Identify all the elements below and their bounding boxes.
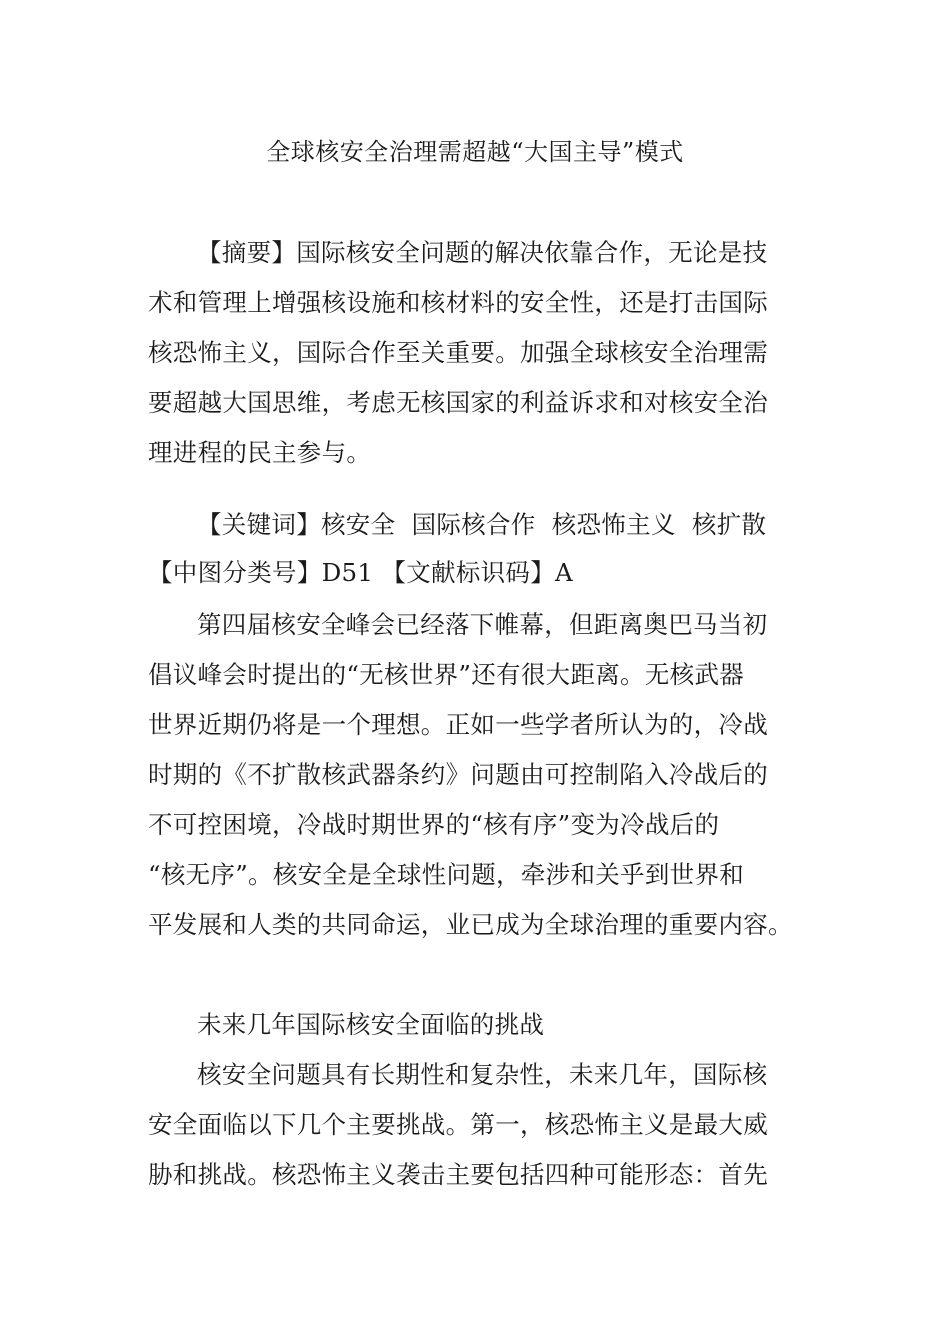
abstract-paragraph <box>148 228 793 478</box>
abstract-line: 【摘要】国际核安全问题的解决依靠合作，无论是技 <box>197 238 768 267</box>
section-paragraph <box>148 1050 793 1200</box>
abstract-line: 核恐怖主义，国际合作至关重要。加强全球核安全治理需 <box>148 338 768 367</box>
intro-line: 时期的《不扩散核武器条约》问题由可控制陷入冷战后的 <box>148 760 768 789</box>
section-line: 安全面临以下几个主要挑战。第一，核恐怖主义是最大威 <box>148 1110 768 1139</box>
section-line: 核安全问题具有长期性和复杂性，未来几年，国际核 <box>197 1060 768 1089</box>
intro-paragraph <box>148 600 793 950</box>
abstract-line: 术和管理上增强核设施和核材料的安全性，还是打击国际 <box>148 288 768 317</box>
section-heading <box>148 1000 793 1050</box>
intro-line: 第四届核安全峰会已经落下帷幕，但距离奥巴马当初 <box>197 610 768 639</box>
section-heading-text: 未来几年国际核安全面临的挑战 <box>197 1010 545 1039</box>
keywords-block <box>148 500 793 598</box>
abstract-line: 理进程的民主参与。 <box>148 438 372 467</box>
intro-line: 平发展和人类的共同命运，业已成为全球治理的重要内容。 <box>148 910 793 939</box>
document-title: 全球核安全治理需超越“大国主导”模式 <box>266 138 684 166</box>
intro-line: “核无序”。核安全是全球性问题，牵涉和关乎到世界和 <box>148 860 745 889</box>
intro-line: 不可控困境，冷战时期世界的“核有序”变为冷战后的 <box>148 810 720 839</box>
intro-line: 倡议峰会时提出的“无核世界”还有很大距离。无核武器 <box>148 660 745 689</box>
abstract-line: 要超越大国思维，考虑无核国家的利益诉求和对核安全治 <box>148 388 768 417</box>
classification-line: 【中图分类号】D51 【文献标识码】A <box>148 558 573 587</box>
section-line: 胁和挑战。核恐怖主义袭击主要包括四种可能形态：首先 <box>148 1160 768 1189</box>
intro-line: 世界近期仍将是一个理想。正如一些学者所认为的，冷战 <box>148 710 768 739</box>
keywords-line: 【关键词】核安全 国际核合作 核恐怖主义 核扩散 <box>197 510 767 539</box>
